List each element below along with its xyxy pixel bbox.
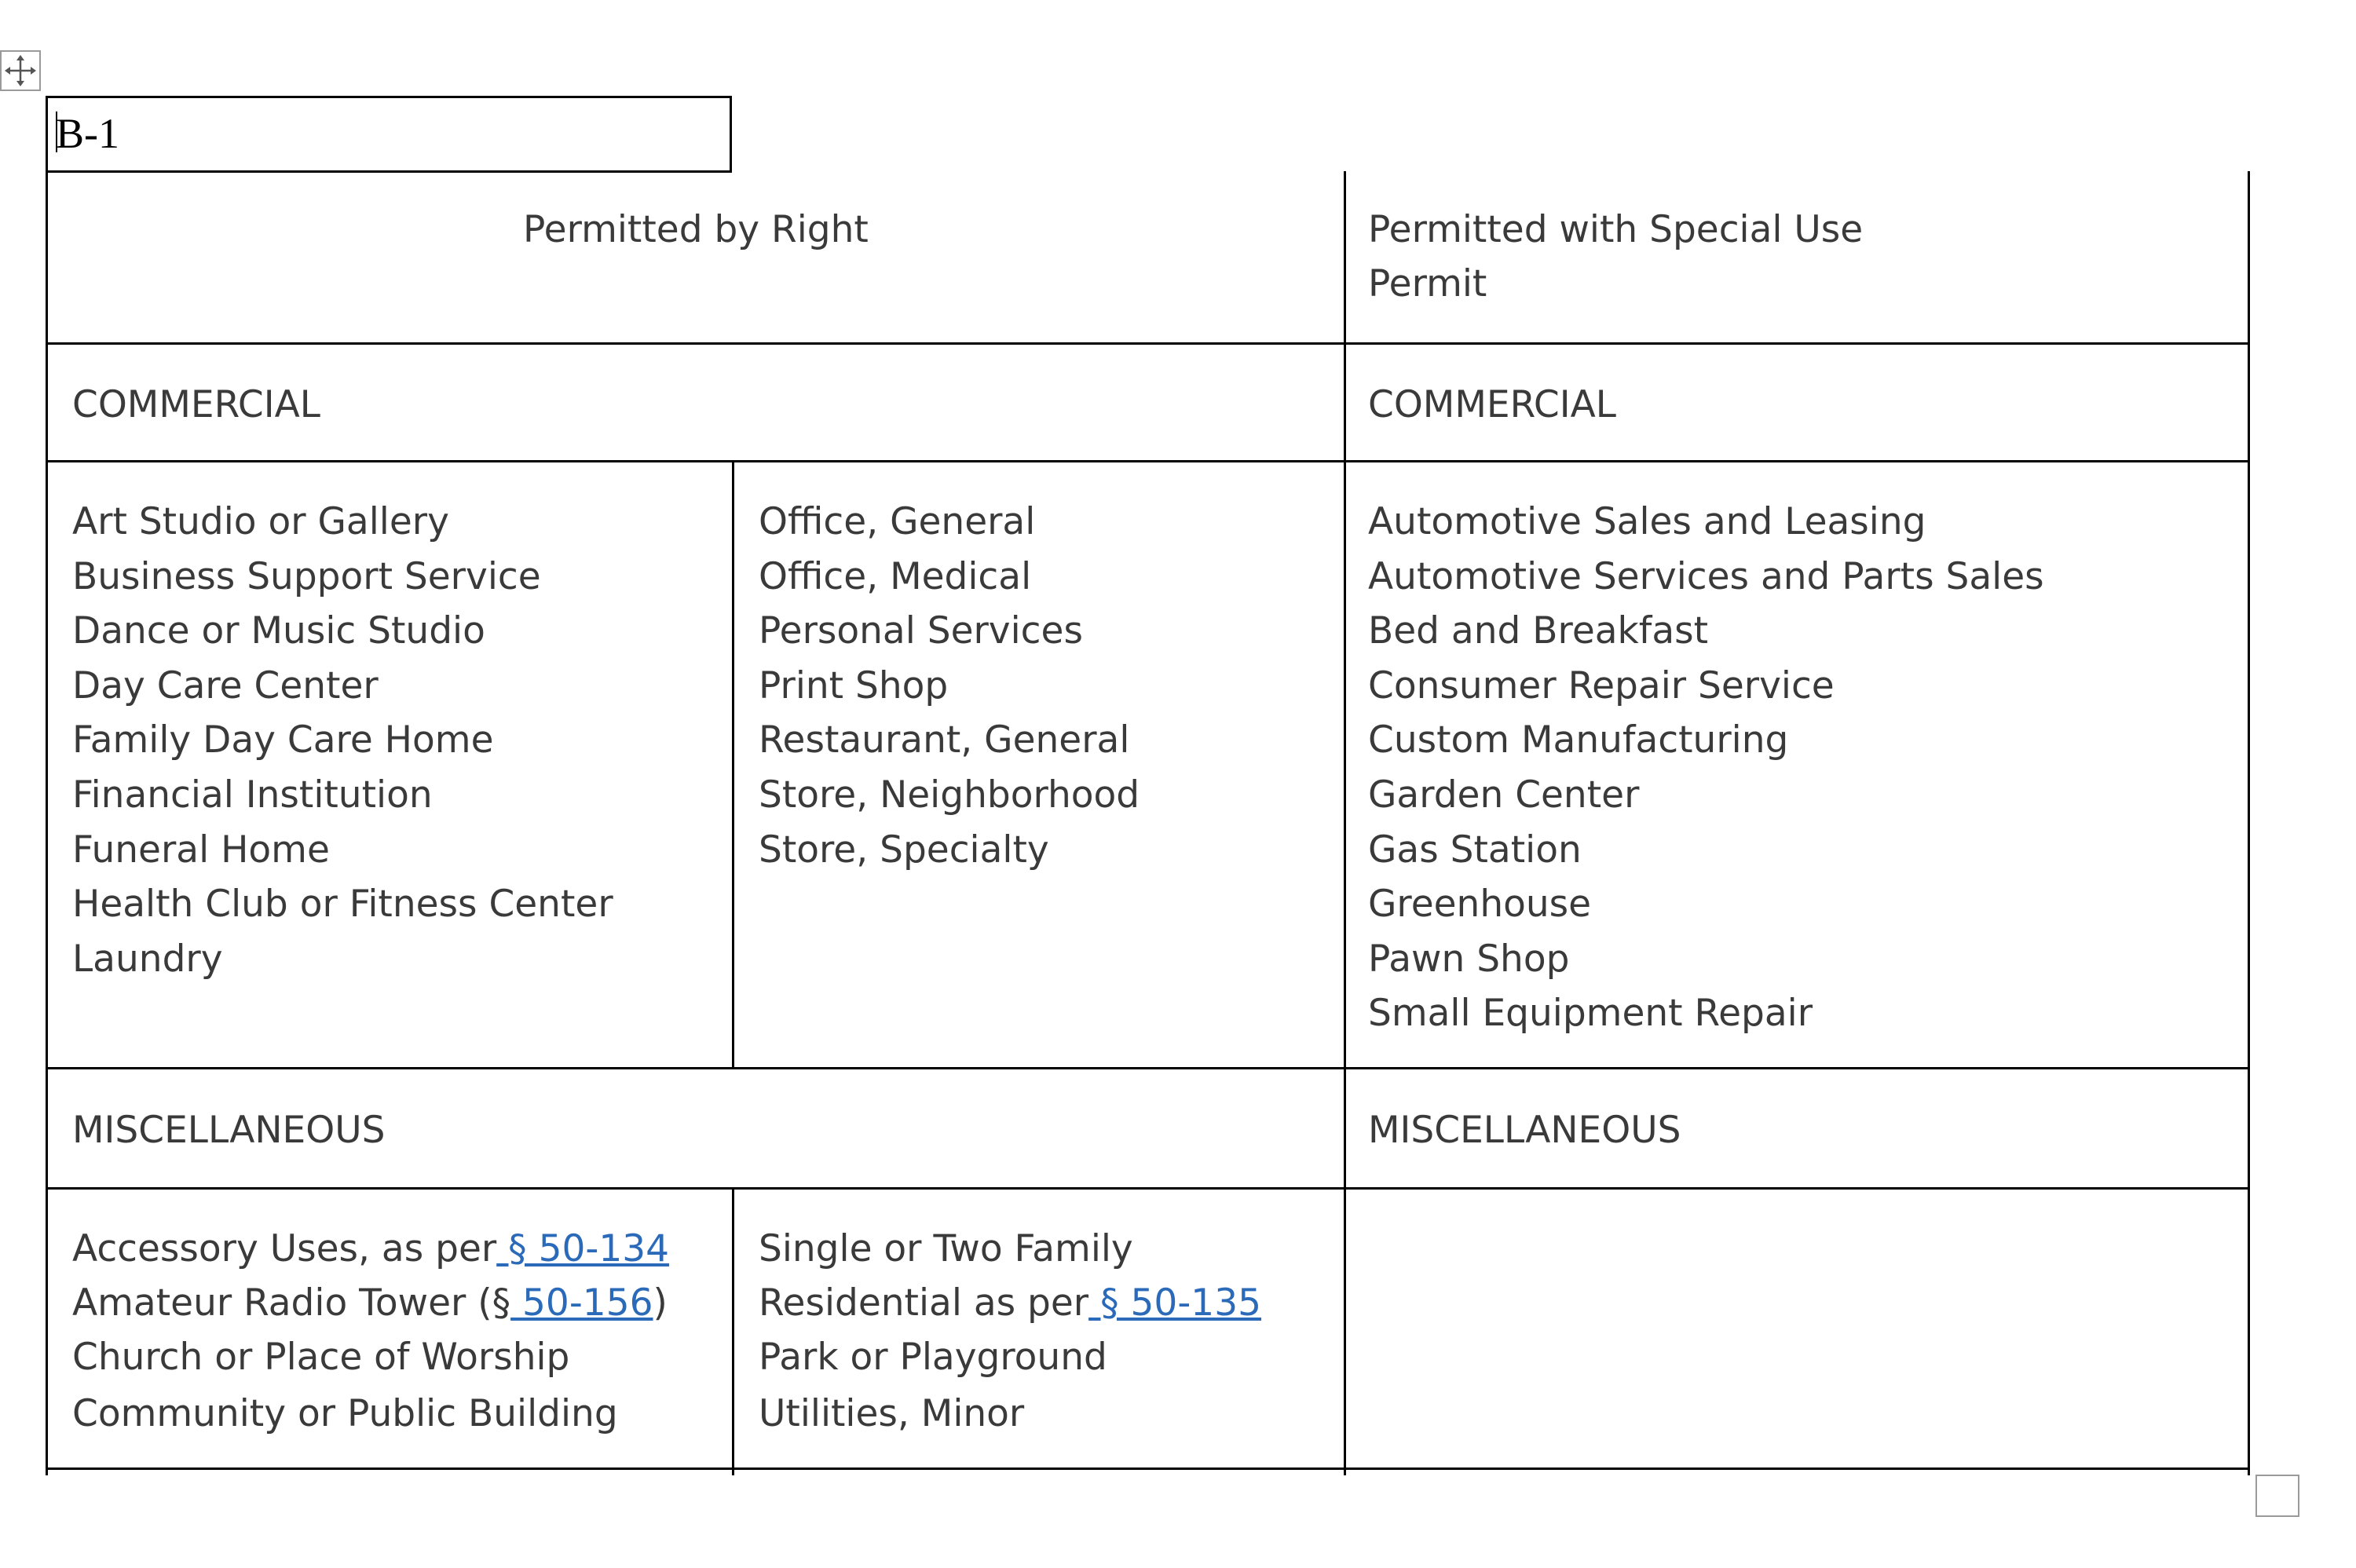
list-item: Automotive Services and Parts Sales bbox=[1368, 554, 2044, 598]
list-item: Pawn Shop bbox=[1368, 937, 1570, 981]
list-item: Store, Specialty bbox=[759, 828, 1049, 872]
list-item: Store, Neighborhood bbox=[759, 773, 1140, 817]
header-permitted-by-right: Permitted by Right bbox=[523, 208, 869, 251]
table-title: B-1 bbox=[56, 110, 119, 157]
list-item: Single or Two Family bbox=[759, 1227, 1133, 1270]
list-item: Office, General bbox=[759, 500, 1036, 543]
section-label-misc-right: MISCELLANEOUS bbox=[1368, 1109, 1681, 1152]
list-item: Garden Center bbox=[1368, 773, 1640, 817]
list-item: Business Support Service bbox=[72, 554, 541, 598]
list-item: Church or Place of Worship bbox=[72, 1336, 570, 1379]
header-special-use-line2: Permit bbox=[1368, 262, 1487, 305]
list-item: Amateur Radio Tower (§ 50-156) bbox=[72, 1281, 668, 1325]
list-item: Utilities, Minor bbox=[759, 1392, 1025, 1435]
list-item: Accessory Uses, as per § 50-134 bbox=[72, 1227, 670, 1270]
list-item: Family Day Care Home bbox=[72, 718, 494, 762]
section-label-commercial-right: COMMERCIAL bbox=[1368, 383, 1616, 426]
link-section-50-156[interactable]: 50-156 bbox=[510, 1281, 653, 1325]
list-item: Gas Station bbox=[1368, 828, 1582, 872]
list-item: Park or Playground bbox=[759, 1336, 1107, 1379]
list-item: Health Club or Fitness Center bbox=[72, 883, 613, 927]
header-special-use-line1: Permitted with Special Use bbox=[1368, 208, 1864, 251]
list-item: Custom Manufacturing bbox=[1368, 718, 1789, 762]
list-item: Day Care Center bbox=[72, 663, 379, 707]
list-item: Consumer Repair Service bbox=[1368, 663, 1835, 707]
list-item: Restaurant, General bbox=[759, 718, 1130, 762]
list-item: Funeral Home bbox=[72, 828, 330, 872]
list-item: Residential as per § 50-135 bbox=[759, 1281, 1261, 1325]
list-item: Financial Institution bbox=[72, 773, 433, 817]
list-item: Art Studio or Gallery bbox=[72, 500, 449, 543]
table-resize-handle[interactable] bbox=[2255, 1475, 2299, 1517]
list-item: Greenhouse bbox=[1368, 883, 1592, 927]
link-section-50-134[interactable]: § 50-134 bbox=[496, 1227, 670, 1270]
section-label-misc-left: MISCELLANEOUS bbox=[72, 1109, 386, 1152]
list-item: Personal Services bbox=[759, 609, 1083, 653]
list-item: Bed and Breakfast bbox=[1368, 609, 1709, 653]
section-label-commercial-left: COMMERCIAL bbox=[72, 383, 320, 426]
list-item: Dance or Music Studio bbox=[72, 609, 485, 653]
list-item: Automotive Sales and Leasing bbox=[1368, 500, 1926, 543]
list-item: Print Shop bbox=[759, 663, 949, 707]
list-item: Office, Medical bbox=[759, 554, 1032, 598]
list-item: Laundry bbox=[72, 937, 223, 981]
link-section-50-135[interactable]: § 50-135 bbox=[1088, 1281, 1261, 1325]
list-item: Small Equipment Repair bbox=[1368, 992, 1813, 1036]
list-item: Community or Public Building bbox=[72, 1392, 618, 1435]
